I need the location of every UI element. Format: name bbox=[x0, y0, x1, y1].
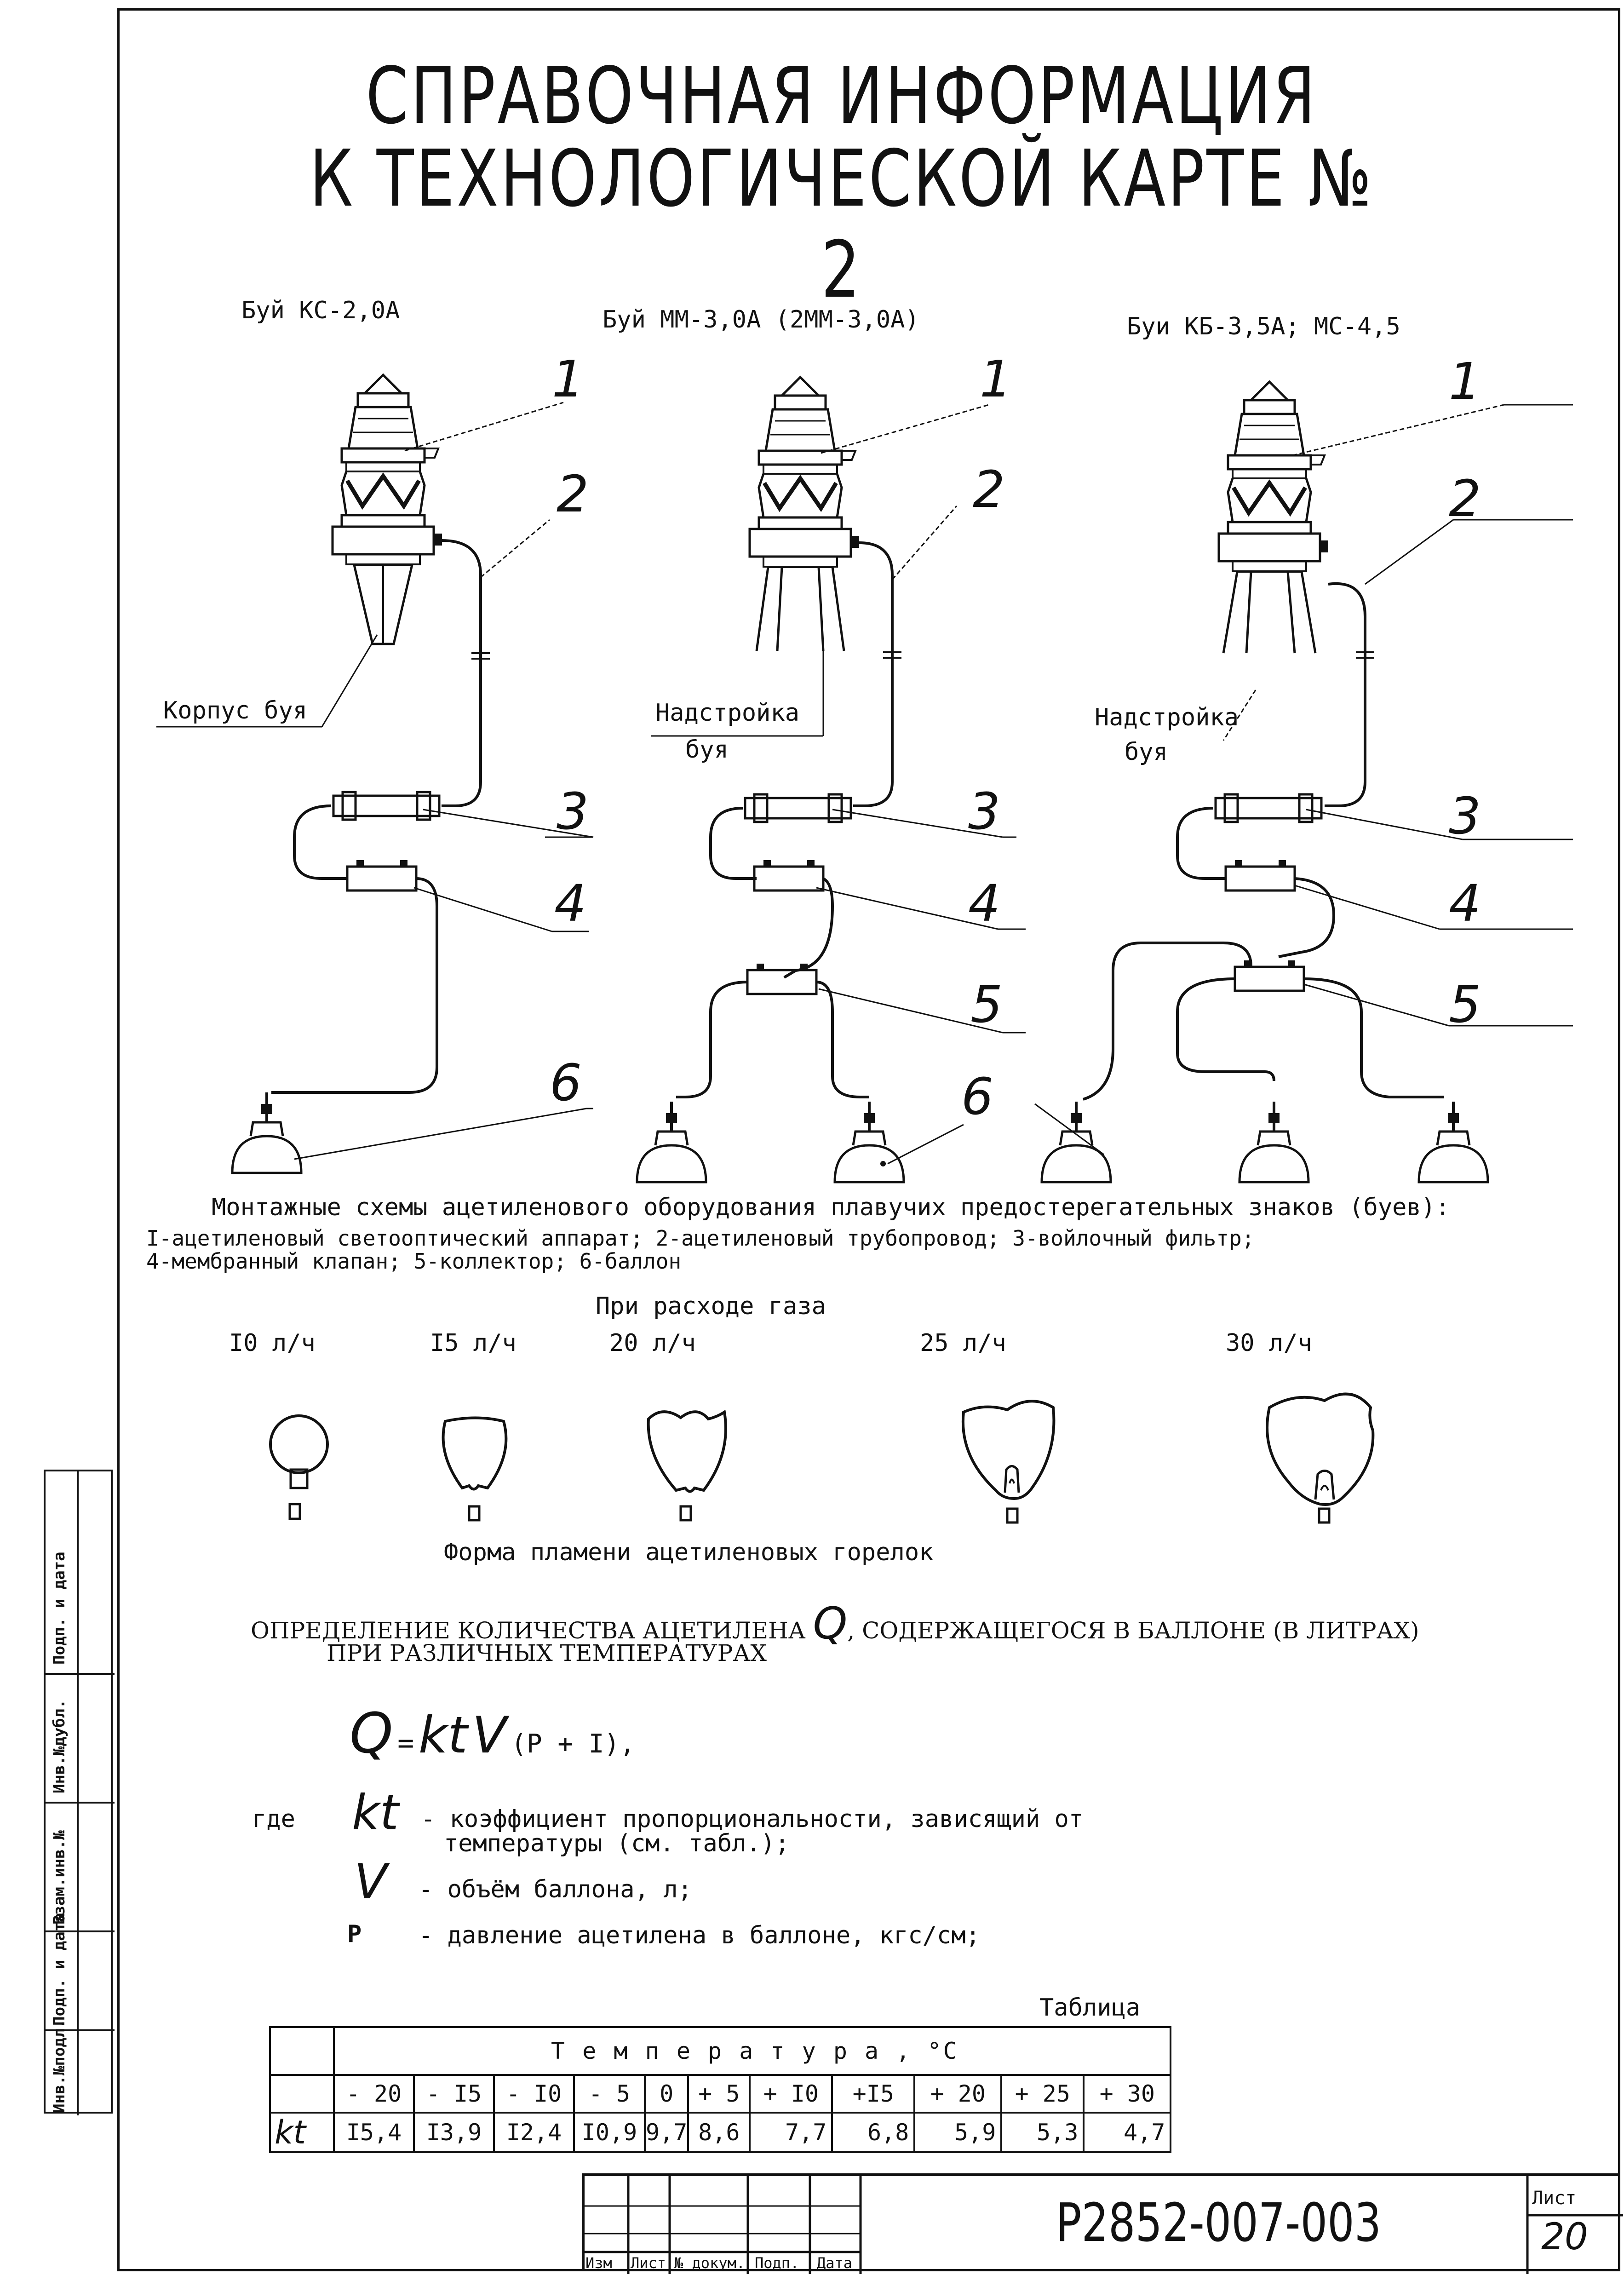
label-1-right: 1 bbox=[1449, 352, 1481, 411]
table-cell: 6,8 bbox=[832, 2113, 914, 2152]
definition-text-1: ОПРЕДЕЛЕНИЕ КОЛИЧЕСТВА АЦЕТИЛЕНА bbox=[251, 1617, 806, 1644]
table-cell: 8,6 bbox=[688, 2113, 750, 2152]
table-cell: - 5 bbox=[574, 2075, 645, 2113]
table-cell: + 30 bbox=[1084, 2075, 1171, 2113]
label-2-left: 2 bbox=[557, 465, 589, 523]
diagram-caption-line3: 4-мембранный клапан; 5-коллектор; 6-баллон bbox=[146, 1249, 682, 1274]
table-cell: 9,7 bbox=[645, 2113, 688, 2152]
table-cell: 5,3 bbox=[1001, 2113, 1084, 2152]
table-cell: - I5 bbox=[414, 2075, 494, 2113]
side-stamp bbox=[44, 1470, 113, 2114]
superstructure-label-right-2: буя bbox=[1125, 738, 1168, 766]
stamp-col-list: Лист bbox=[631, 2254, 666, 2272]
definition-q-symbol: Q bbox=[813, 1598, 848, 1649]
label-1-mid: 1 bbox=[980, 350, 1012, 408]
legend-p-line1: - давление ацетилена в баллоне, кгс/см; bbox=[419, 1922, 980, 1949]
label-3-left: 3 bbox=[557, 782, 589, 841]
table-cell: 5,9 bbox=[914, 2113, 1001, 2152]
table-cell: + I0 bbox=[750, 2075, 832, 2113]
diagram-title-mid: Буй ММ-3,0А (2ММ-3,0А) bbox=[603, 306, 919, 333]
flame-header: При расходе газа bbox=[596, 1293, 826, 1320]
superstructure-label-right-1: Надстройка bbox=[1095, 704, 1239, 731]
table-cell bbox=[270, 2075, 334, 2113]
stamp-col-sign: Подп. bbox=[755, 2254, 799, 2272]
table-corner bbox=[270, 2027, 334, 2075]
label-3-right: 3 bbox=[1449, 787, 1481, 845]
sheet-label: Лист bbox=[1532, 2188, 1577, 2209]
label-5-right: 5 bbox=[1449, 975, 1481, 1034]
formula-eq: = bbox=[397, 1727, 414, 1759]
side-label-sign-date-2: Подп. и дата bbox=[50, 1913, 69, 2026]
flame-rate-30: 30 л/ч bbox=[1226, 1329, 1312, 1357]
label-4-right: 4 bbox=[1449, 874, 1481, 933]
label-6-mid: 6 bbox=[961, 1067, 993, 1126]
table-cell: + 20 bbox=[914, 2075, 1001, 2113]
table-cell: I0,9 bbox=[574, 2113, 645, 2152]
flame-rate-10: I0 л/ч bbox=[229, 1329, 316, 1357]
superstructure-label-mid-1: Надстройка bbox=[655, 699, 800, 727]
table-cell: I5,4 bbox=[334, 2113, 414, 2152]
title-block bbox=[582, 2173, 1620, 2271]
formula-kt: kt bbox=[418, 1706, 468, 1764]
side-label-replace: Взам.инв.№ bbox=[50, 1830, 69, 1925]
legend-v-symbol: V bbox=[354, 1854, 387, 1910]
stamp-col-doc: № докум. bbox=[674, 2254, 746, 2272]
label-5-mid: 5 bbox=[970, 975, 1003, 1034]
temperature-table bbox=[269, 2026, 1171, 2153]
table-cell: + 5 bbox=[688, 2075, 750, 2113]
side-label-sign-date: Подп. и дата bbox=[50, 1551, 69, 1665]
superstructure-label-mid-2: буя bbox=[685, 736, 729, 764]
definition-heading-line2: ПРИ РАЗЛИЧНЫХ ТЕМПЕРАТУРАХ bbox=[327, 1640, 767, 1666]
label-4-mid: 4 bbox=[968, 874, 1000, 933]
table-cell: +I5 bbox=[832, 2075, 914, 2113]
table-row-label: kt bbox=[270, 2113, 334, 2152]
legend-v-line1: - объём баллона, л; bbox=[419, 1876, 692, 1903]
flame-rate-15: I5 л/ч bbox=[430, 1329, 516, 1357]
legend-kt-line1: - коэффициент пропорциональности, зависящий от bbox=[421, 1805, 1084, 1833]
document-code: Р2852-007-003 bbox=[1056, 2192, 1382, 2254]
sheet-number: 20 bbox=[1541, 2215, 1588, 2258]
stamp-col-izm: Изм bbox=[585, 2254, 612, 2272]
legend-kt-line2: температуры (см. табл.); bbox=[444, 1830, 790, 1857]
legend-kt-symbol: kt bbox=[352, 1785, 399, 1841]
label-2-right: 2 bbox=[1449, 469, 1481, 528]
flame-rate-25: 25 л/ч bbox=[920, 1329, 1006, 1357]
table-cell: 4,7 bbox=[1084, 2113, 1171, 2152]
diagram-title-left: Буй КС-2,0А bbox=[241, 297, 400, 324]
definition-text-2: , СОДЕРЖАЩЕГОСЯ В БАЛЛОНЕ (В ЛИТРАХ) bbox=[847, 1617, 1419, 1644]
diagram-caption-line2: I-ацетиленовый светооптический аппарат; 2-ацетиленовый трубопровод; 3-войлочный фильтр; bbox=[146, 1226, 1255, 1251]
page-title-line1: СПРАВОЧНАЯ ИНФОРМАЦИЯ bbox=[366, 51, 1318, 142]
label-2-mid: 2 bbox=[973, 460, 1005, 519]
table-label: Таблица bbox=[1039, 1994, 1141, 2022]
diagram-caption-line1: Монтажные схемы ацетиленового оборудования плавучих предостерегательных знаков (буев): bbox=[212, 1194, 1450, 1221]
formula-q: Q bbox=[350, 1702, 393, 1766]
table-header: Т е м п е р а т у р а , °С bbox=[334, 2027, 1171, 2075]
label-3-mid: 3 bbox=[968, 782, 1000, 841]
label-6-left: 6 bbox=[550, 1053, 582, 1112]
formula-v: V bbox=[472, 1706, 507, 1764]
diagram-title-right: Буи КБ-3,5А; МС-4,5 bbox=[1127, 313, 1400, 340]
formula bbox=[350, 1702, 635, 1766]
page-title-line2: К ТЕХНОЛОГИЧЕСКОЙ КАРТЕ № 2 bbox=[310, 133, 1374, 316]
legend-p-symbol: Р bbox=[347, 1920, 362, 1948]
flame-shapes bbox=[0, 1375, 1624, 1527]
side-label-dup: Инв.№дубл. bbox=[50, 1699, 69, 1793]
table-cell: I3,9 bbox=[414, 2113, 494, 2152]
table-cell: 0 bbox=[645, 2075, 688, 2113]
flame-caption: Форма пламени ацетиленовых горелок bbox=[444, 1539, 934, 1566]
flame-rate-20: 20 л/ч bbox=[609, 1329, 696, 1357]
table-cell: - 20 bbox=[334, 2075, 414, 2113]
table-row-kt bbox=[270, 2113, 1171, 2152]
table-cell: 7,7 bbox=[750, 2113, 832, 2152]
table-row-temps bbox=[270, 2075, 1171, 2113]
label-1-left: 1 bbox=[552, 350, 584, 408]
stamp-col-date: Дата bbox=[817, 2254, 853, 2272]
label-4-left: 4 bbox=[554, 874, 586, 933]
side-label-orig: Инв.№подл. bbox=[50, 2019, 69, 2113]
body-label-left: Корпус буя bbox=[163, 697, 308, 724]
formula-rest: (Р + I), bbox=[511, 1729, 635, 1759]
table-cell: + 25 bbox=[1001, 2075, 1084, 2113]
table-cell: I2,4 bbox=[494, 2113, 574, 2152]
legend-where: где bbox=[252, 1805, 295, 1833]
table-cell: - I0 bbox=[494, 2075, 574, 2113]
